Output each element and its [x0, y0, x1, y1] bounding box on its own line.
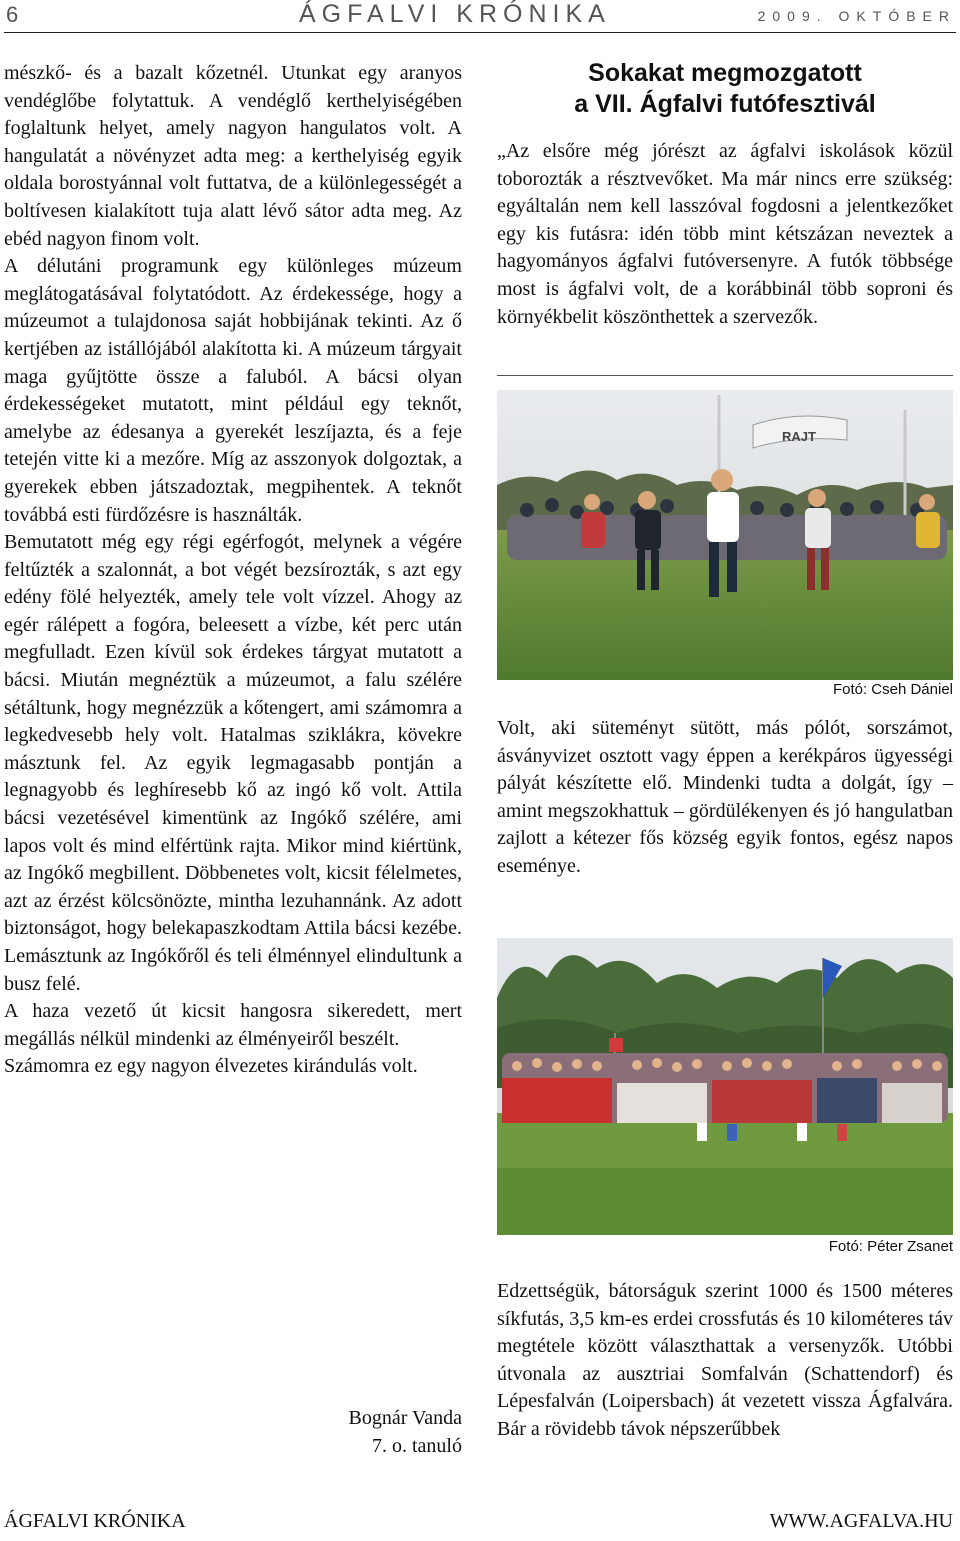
photo-caption: Fotó: Cseh Dániel — [832, 681, 953, 698]
paragraph: Számomra ez egy nagyon élvezetes kirándulás volt. — [4, 1055, 418, 1078]
publication-title: ÁGFALVI KRÓNIKA — [299, 0, 611, 28]
paragraph: A haza vezető út kicsit hangosra sikeredett, mert megállás nélkül mindenki az élményeiről beszélt. — [4, 1000, 462, 1050]
intro-paragraph-block — [497, 138, 953, 331]
author-role: 7. o. tanuló — [372, 1435, 462, 1457]
left-article-column — [4, 60, 462, 1081]
page-header — [4, 0, 956, 33]
footer-website-link[interactable]: WWW.AGFALVA.HU — [769, 1510, 953, 1532]
intro-paragraph: „Az elsőre még jórészt az ágfalvi iskolások közül toborozták a résztvevőket. Ma már nincs erre szükség: egyáltalán nem kell lasszóval fogdosni a jelentkezőket egy kis futásra: idén több mint kétszázan neveztek a hagyományos ágfalvi futóversenyre. A futók többsége most is ágfalvi volt, de a korábbinál több soproni és környékbelit köszönthettek a szervezők. — [497, 140, 953, 328]
paragraph: A délutáni programunk egy különleges múzeum meglátogatásával folytatódott. Az érdekessége, hogy a múzeumot a tulajdonosa saját hobbijának tekinti. Az ő kertjében az istállójából alakította ki. A múzeum tárgyait maga gyűjtötte össze a faluból. A bácsi olyan érdekességeket mutatott, mint például egy teknőt, amelybe az édesanya a gyerekét leszíjazta, és a feje tetején vitte ki a mezőre. Míg az asszonyok dolgoztak, a gyerekek ebben játszadoztak, megpihentek. A teknőt továbbá esti fürdőzésre is használták. — [4, 255, 462, 526]
paragraph: mészkő- és a bazalt kőzetnél. Utunkat egy aranyos vendéglőbe folytattuk. A vendéglő kerthelyiségében foglaltunk helyet, amely nagyon hangulatos volt. A hangulatát a növényzet adta meg: a kerthelyiség egyik oldala borostyánnal volt futtatva, de a különlegességét a boltívesen kialakított tuja alatt lévő sátor adta meg. Az ebéd nagyon finom volt. — [4, 62, 462, 250]
bottom-paragraph-block — [497, 1278, 953, 1444]
section-divider — [497, 375, 953, 376]
author-signature — [349, 1404, 463, 1460]
runners-start-photo — [497, 390, 953, 680]
paragraph: Volt, aki süteményt sütött, más pólót, sorszámot, ásványvizet osztott vagy éppen a kerékpáros ügyességi pályát készítette elő. Mindenki tudta a dolgát, így – amint megszokhattuk – gördülékenyen és jó hangulatban zajlott a kétezer fős község egyik fontos, egész napos eseménye. — [497, 717, 953, 877]
author-name: Bognár Vanda — [348, 1407, 462, 1429]
headline-line: Sokakat megmozgatott — [588, 59, 862, 87]
article-headline — [497, 58, 953, 120]
footer-publication: ÁGFALVI KRÓNIKA — [4, 1510, 186, 1532]
start-banner-text: RAJT — [782, 429, 816, 444]
issue-date: 2009. OKTÓBER — [757, 8, 956, 24]
page-number: 6 — [6, 2, 19, 27]
headline-line: a VII. Ágfalvi futófesztivál — [574, 90, 876, 118]
middle-paragraph-block — [497, 715, 953, 881]
photo-caption: Fotó: Péter Zsanet — [828, 1238, 953, 1255]
paragraph: Bemutatott még egy régi egérfogót, melynek a végére feltűzték a szalonnát, a bot végét bezsírozták, s azt egy edény fölé helyezték, amely tele volt vízzel. Ahogy az egér rálépett a fogóra, beleesett a vízbe, két perc után megfulladt. Ezen kívül sok érdekes tárgyat mutatott a bácsi. Miután megnéztük a múzeumot, a falu szélére sétáltunk, hogy megnézzük a kőtengert, ami számomra a legkedvesebb hely volt. Hatalmas sziklákra, kövekre másztunk fel. Az egyik legmagasabb pontján a legnagyobb és leghíresebb kő az ingó kő volt. Attila bácsi vezetésével kimentünk az Ingókő szélére, ami lapos volt és mind elfértünk rajta. Mikor mind kiértünk, az Ingókő megbillent. Döbbenetes volt, kicsit félelmetes, azt az érzést kölcsönözte, mintha lezuhannánk. Az adott biztonságot, hogy belekapaszkodtam Attila bácsi kezébe. Lemásztunk az Ingókőről és teli élménnyel elindultunk a busz felé. — [4, 531, 462, 995]
paragraph: Edzettségük, bátorságuk szerint 1000 és 1500 méteres síkfutás, 3,5 km-es erdei crossfutás és 10 kilométeres táv megtétele között választhattak a versenyzők. Utóbbi útvonala az ausztriai Somfalván (Schattendorf) és Lépesfalván (Loipersbach) át vezetett vissza Ágfalvára. Bár a rövidebb távok népszerűbbek — [497, 1280, 953, 1440]
group-photo — [497, 938, 953, 1235]
